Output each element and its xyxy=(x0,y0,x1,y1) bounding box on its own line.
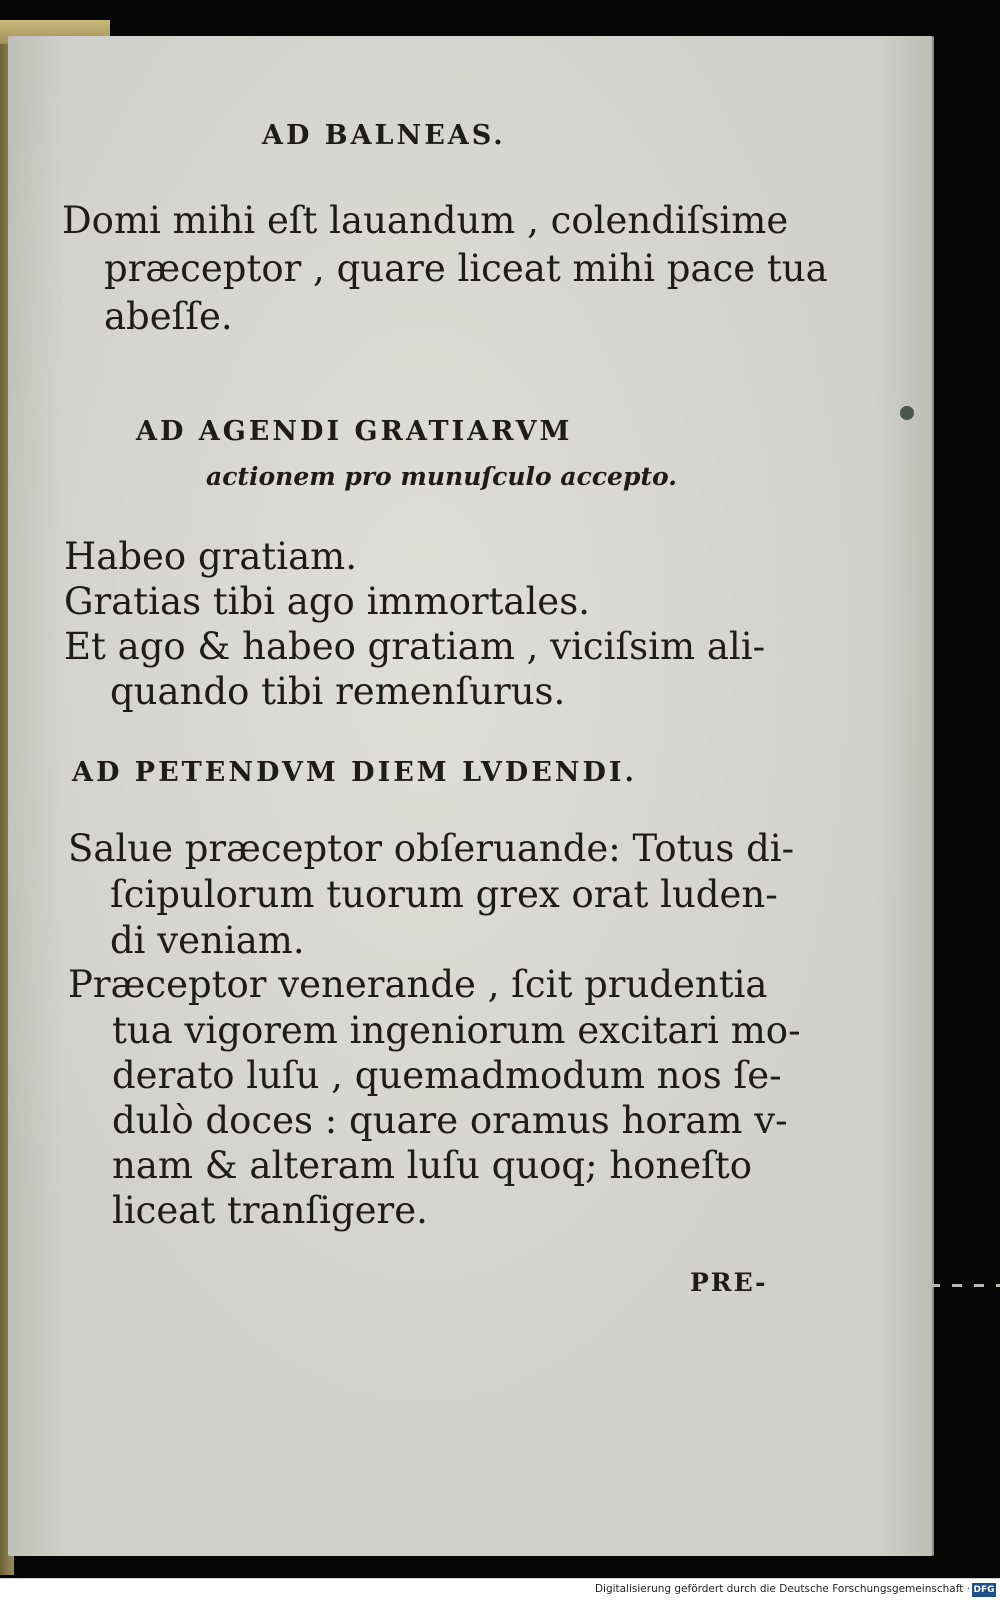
footer-credit: Digitalisierung gefördert durch die Deutsche Forschungsgemeinschaft · xyxy=(594,1583,970,1595)
text-line: ſcipulorum tuorum grex orat luden- xyxy=(110,873,778,916)
text-line: quando tibi remenſurus. xyxy=(110,670,566,713)
text-line: Præceptor venerande , ſcit prudentia xyxy=(68,963,768,1006)
footer-bar xyxy=(0,1578,1000,1602)
dfg-logo-icon[interactable]: DFG xyxy=(973,1585,995,1595)
text-line: dulò doces : quare oramus horam v- xyxy=(112,1099,788,1142)
text-line: Gratias tibi ago immortales. xyxy=(64,580,590,623)
text-line: nam & alteram luſu quoq; honeſto xyxy=(112,1144,753,1187)
catchword: PRE- xyxy=(690,1268,768,1297)
text-line: Habeo gratiam. xyxy=(64,535,357,578)
text-line: liceat tranſigere. xyxy=(112,1189,428,1232)
text-line: abeſſe. xyxy=(104,295,233,338)
text-line: derato luſu , quemadmodum nos ſe- xyxy=(112,1054,782,1097)
text-line: Et ago & habeo gratiam , viciſsim ali- xyxy=(64,625,766,668)
text-line: præceptor , quare liceat mihi pace tua xyxy=(104,247,828,290)
text-line: Salue præceptor obſeruande: Totus di- xyxy=(68,827,795,870)
text-line: di veniam. xyxy=(110,919,305,962)
section-subheading: actionem pro munuſculo accepto. xyxy=(206,462,677,491)
running-head: AD BALNEAS. xyxy=(262,120,506,151)
text-line: Domi mihi eſt lauandum , colendiſsime xyxy=(62,199,789,242)
section-heading: AD AGENDI GRATIARVM xyxy=(136,416,573,447)
section-heading: AD PETENDVM DIEM LVDENDI. xyxy=(72,757,637,788)
text-line: tua vigorem ingeniorum excitari mo- xyxy=(112,1009,801,1052)
